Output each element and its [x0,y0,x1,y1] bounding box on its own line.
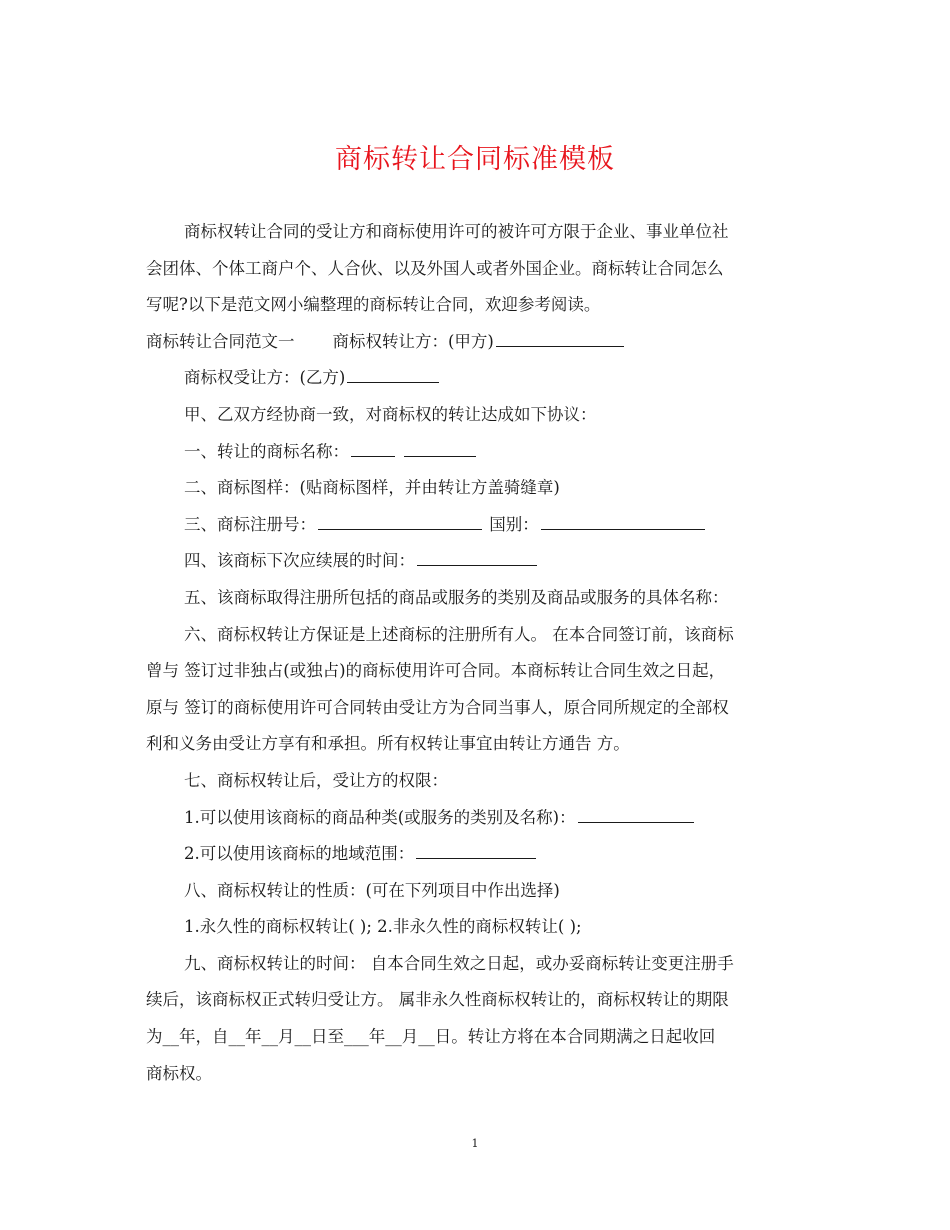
document-body [146,214,806,1092]
clause-9-line-2: 续后，该商标权正式转归受让方。 属非永久性商标权转让的，商标权转让的期限 [146,990,729,1010]
clause-9-line-1: 九、商标权转让的时间： 自本合同生效之日起，或办妥商标转让变更注册手 [184,953,734,973]
clause-9-line-3: 为__年，自__年__月__日至___年__月__日。转让方将在本合同期满之日起收回 [146,1027,716,1047]
clause-4 [146,543,806,580]
clause-7: 七、商标权转让后，受让方的权限： [184,770,448,790]
clause-8: 八、商标权转让的性质：(可在下列项目中作出选择) [184,880,560,900]
agreement-line: 甲、乙双方经协商一致，对商标权的转让达成如下协议： [184,404,597,424]
sample-heading: 商标转让合同范文一 [146,331,295,351]
clause-6-line-2: 曾与 签订过非独占(或独占)的商标使用许可合同。本商标转让合同生效之日起， [146,661,726,681]
clause-1-label: 一、转让的商标名称： [184,441,349,461]
registration-number-blank [318,528,482,530]
transferor-blank [496,345,624,347]
intro-line-2: 会团体、个体工商户个、人合伙、以及外国人或者外国企业。商标转让合同怎么 [146,258,724,278]
country-blank [541,528,705,530]
transferee-blank [347,381,439,383]
transferee-label: 商标权受让方：(乙方) [184,368,346,388]
clause-6-line-4: 利和义务由受让方享有和承担。所有权转让事宜由转让方通告 方。 [146,734,630,754]
page-number: 1 [471,1137,479,1150]
clause-6-line-3: 原与 签订的商标使用许可合同转由受让方为合同当事人，原合同所规定的全部权 [146,697,729,717]
clause-8-options: 1.永久性的商标权转让( ); 2.非永久性的商标权转让( ); [184,917,582,937]
trademark-name-blank-2 [404,455,476,457]
clause-6-line-1: 六、商标权转让方保证是上述商标的注册所有人。 在本合同签订前，该商标 [184,624,734,644]
clause-5: 五、该商标取得注册所包括的商品或服务的类别及商品或服务的具体名称： [184,587,729,607]
intro-line-1: 商标权转让合同的受让方和商标使用许可的被许可方限于企业、事业单位社 [184,222,729,241]
clause-7-2-label: 2.可以使用该商标的地域范围： [184,844,415,864]
transferor-line [146,324,806,361]
renewal-time-blank [417,564,537,566]
transferee-line [146,360,806,397]
territory-blank [416,857,536,859]
clause-7-1 [146,800,806,837]
clause-9-line-4: 商标权。 [146,1063,212,1083]
clause-3-reg-label: 三、商标注册号： [184,514,316,534]
goods-type-blank [578,821,694,823]
clause-1 [146,434,806,471]
clause-3 [146,507,806,544]
document-title: 商标转让合同标准模板 [335,144,615,175]
clause-7-1-label: 1.可以使用该商标的商品种类(或服务的类别及名称)： [184,807,576,827]
clause-4-label: 四、该商标下次应续展的时间： [184,551,415,571]
transferor-label: 商标权转让方：(甲方) [332,331,494,351]
intro-line-3: 写呢?以下是范文网小编整理的商标转让合同，欢迎参考阅读。 [146,295,601,315]
clause-7-2 [146,836,806,873]
clause-2: 二、商标图样：(贴商标图样，并由转让方盖骑缝章) [184,478,560,498]
clause-3-country-label: 国别： [489,514,539,534]
trademark-name-blank-1 [351,455,395,457]
